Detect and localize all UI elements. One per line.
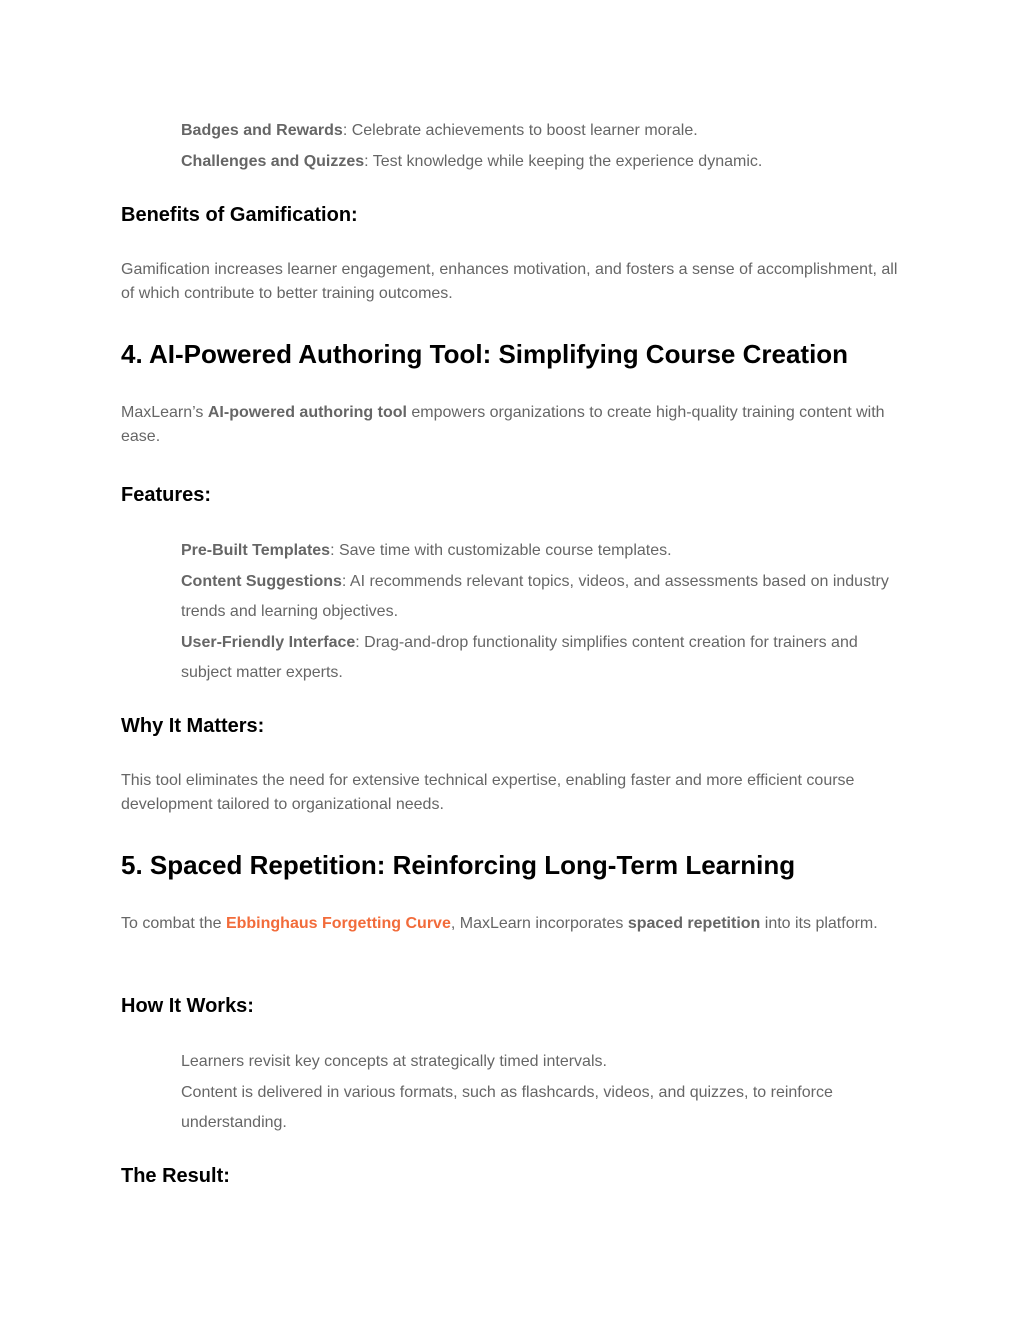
list-item-term: Content Suggestions — [181, 572, 342, 590]
list-item-term: User-Friendly Interface — [181, 633, 356, 651]
list-item-term: Badges and Rewards — [181, 122, 343, 139]
list-item — [181, 567, 911, 628]
list-item — [181, 536, 911, 567]
how-it-works-list — [181, 1047, 911, 1139]
intro-text: empowers organizations to create high-quality training content with ease. — [121, 404, 885, 445]
features-list — [181, 536, 911, 689]
list-item — [181, 628, 911, 689]
section-4-intro — [121, 401, 911, 448]
list-item-term: Pre-Built Templates — [181, 542, 331, 559]
intro-text: , MaxLearn incorporates — [450, 915, 628, 932]
list-item: Content is delivered in various formats, such as flashcards, videos, and quizzes, to reinforce understanding. — [181, 1083, 833, 1131]
why-it-matters-heading: Why It Matters: — [121, 715, 265, 737]
section-5-heading: 5. Spaced Repetition: Reinforcing Long-Term Learning — [121, 850, 796, 880]
intro-text: To combat the — [121, 915, 226, 932]
list-item-term: Challenges and Quizzes — [181, 152, 365, 170]
list-item-desc: : Test knowledge while keeping the experience dynamic. — [364, 152, 763, 170]
section-5-intro — [121, 912, 911, 936]
list-item-desc: : Save time with customizable course templates. — [330, 542, 672, 559]
list-item: Learners revisit key concepts at strategically timed intervals. — [181, 1053, 607, 1070]
list-item-desc: : Celebrate achievements to boost learner morale. — [342, 122, 698, 139]
list-item-desc: : Drag-and-drop functionality simplifies content creation for trainers and subject matter experts. — [181, 633, 858, 681]
list-item — [181, 147, 911, 178]
benefits-heading: Benefits of Gamification: — [121, 204, 358, 226]
intro-text: into its platform. — [760, 915, 878, 932]
how-it-works-heading: How It Works: — [121, 995, 254, 1017]
gamification-elements-list — [181, 116, 911, 177]
ebbinghaus-link[interactable]: Ebbinghaus Forgetting Curve — [225, 915, 451, 932]
intro-bold: AI-powered authoring tool — [207, 404, 407, 421]
benefits-paragraph: Gamification increases learner engagement, enhances motivation, and fosters a sense of accomplishment, all of which contribute to better training outcomes. — [121, 261, 898, 302]
why-it-matters-paragraph: This tool eliminates the need for extensive technical expertise, enabling faster and more efficient course development tailored to organizational needs. — [121, 772, 855, 813]
list-item — [181, 116, 911, 147]
intro-text: MaxLearn’s — [121, 404, 208, 421]
features-heading: Features: — [121, 484, 212, 506]
intro-bold: spaced repetition — [627, 915, 761, 932]
list-item-desc: : AI recommends relevant topics, videos, and assessments based on industry trends and learning objectives. — [181, 572, 889, 620]
the-result-heading: The Result: — [121, 1165, 230, 1187]
section-4-heading: 4. AI-Powered Authoring Tool: Simplifying Course Creation — [121, 339, 849, 369]
